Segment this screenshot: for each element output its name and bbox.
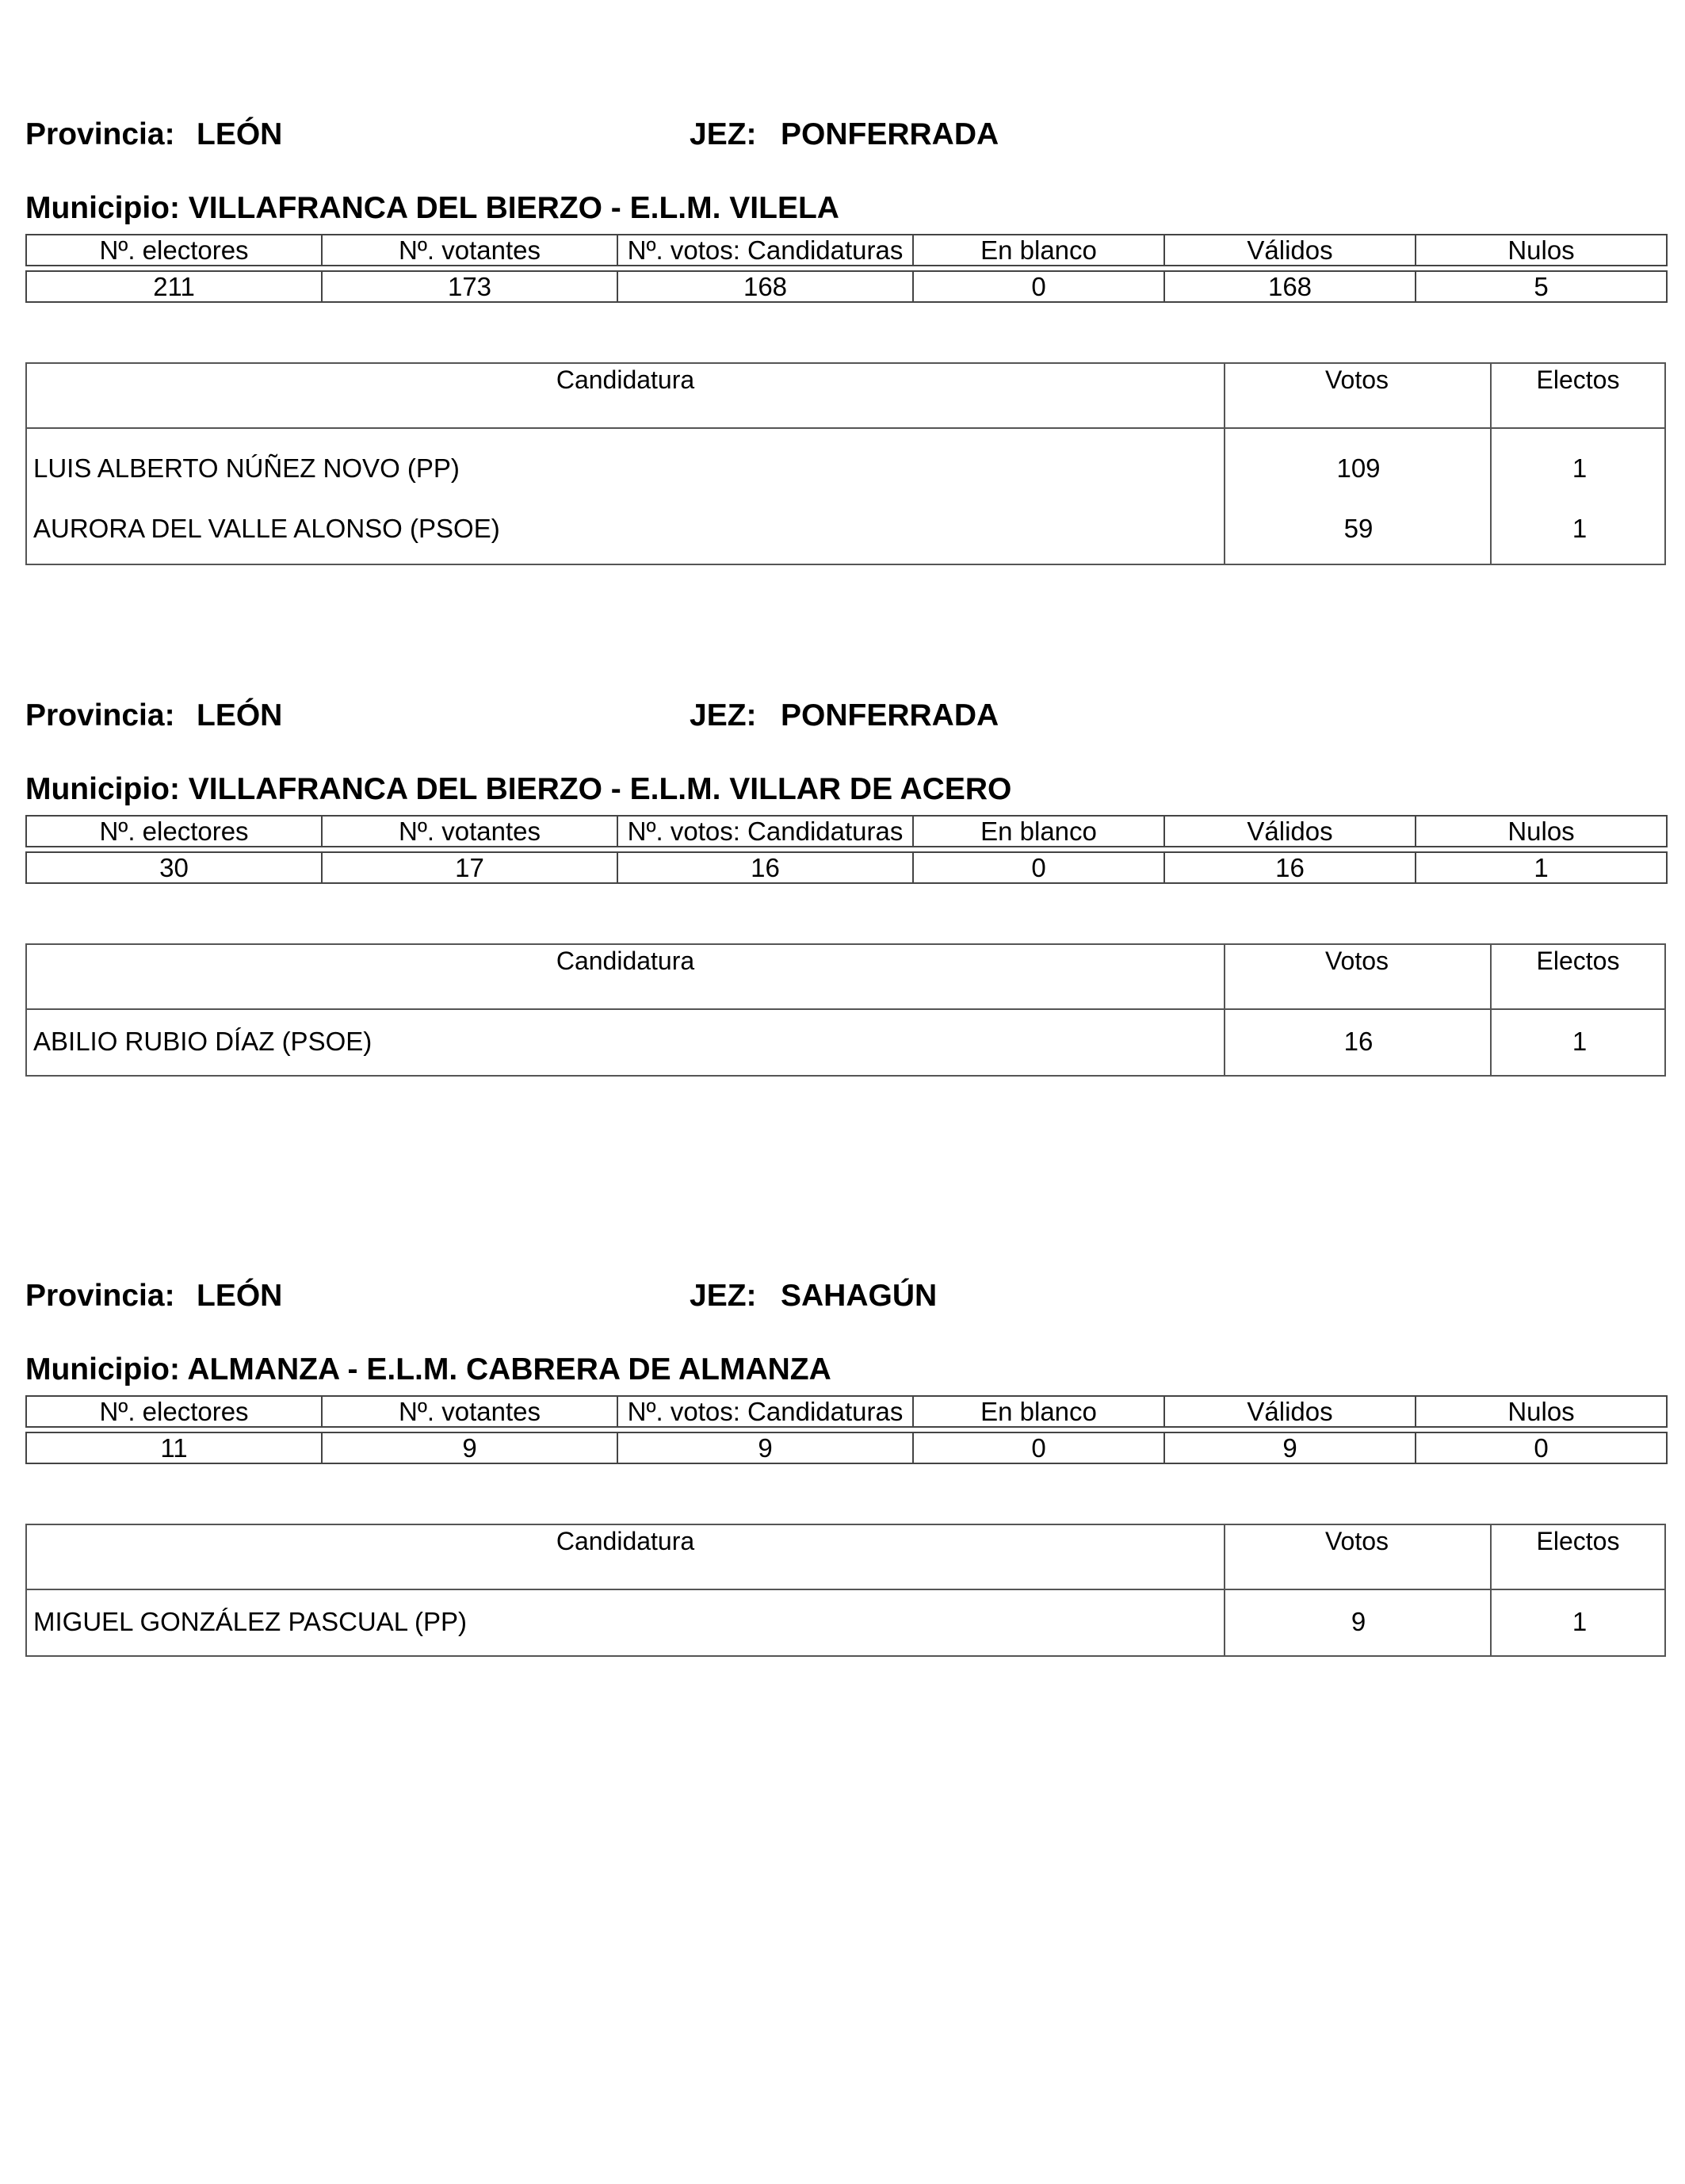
jez-value: PONFERRADA bbox=[781, 117, 999, 151]
provincia-value: LEÓN bbox=[197, 117, 283, 151]
stats-value-validos: 168 bbox=[1164, 271, 1416, 302]
stats-header-row bbox=[26, 235, 1667, 266]
stats-header-electores: Nº. electores bbox=[26, 816, 322, 847]
candidate-votos: 109 bbox=[1336, 453, 1381, 483]
candidates-table bbox=[25, 362, 1666, 565]
provincia-label: Provincia: bbox=[25, 1279, 175, 1313]
provincia-value: LEÓN bbox=[197, 698, 283, 732]
stats-value-validos: 9 bbox=[1164, 1432, 1416, 1463]
municipio-title: Municipio: VILLAFRANCA DEL BIERZO - E.L.M. VILLAR DE ACERO bbox=[25, 772, 1012, 806]
candidate-electos: 1 bbox=[1572, 453, 1588, 483]
provincia-label: Provincia: bbox=[25, 698, 175, 732]
stats-header-votos-candidaturas: Nº. votos: Candidaturas bbox=[617, 1396, 913, 1427]
candidates-header-row bbox=[27, 1525, 1664, 1590]
jez-label: JEZ: bbox=[690, 117, 757, 151]
stats-value-electores: 30 bbox=[26, 852, 322, 883]
stats-value-votantes: 9 bbox=[322, 1432, 617, 1463]
stats-header-electores: Nº. electores bbox=[26, 235, 322, 266]
stats-header-validos: Válidos bbox=[1164, 235, 1416, 266]
stats-header-votantes: Nº. votantes bbox=[322, 235, 617, 266]
stats-value-votantes: 17 bbox=[322, 852, 617, 883]
jez-value: PONFERRADA bbox=[781, 698, 999, 732]
stats-header-row bbox=[26, 816, 1667, 847]
candidates-table bbox=[25, 943, 1666, 1077]
stats-value-electores: 211 bbox=[26, 271, 322, 302]
stats-value-nulos: 0 bbox=[1416, 1432, 1667, 1463]
jez-value: SAHAGÚN bbox=[781, 1279, 938, 1313]
stats-table bbox=[25, 1395, 1668, 1464]
candidate-electos: 1 bbox=[1572, 1027, 1588, 1056]
stats-value-row bbox=[26, 852, 1667, 883]
jez-label: JEZ: bbox=[690, 1279, 757, 1313]
stats-value-en-blanco: 0 bbox=[913, 852, 1164, 883]
candidatura-header: Candidatura bbox=[556, 947, 695, 975]
electos-header: Electos bbox=[1536, 365, 1620, 394]
stats-value-row bbox=[26, 1432, 1667, 1463]
stats-header-votos-candidaturas: Nº. votos: Candidaturas bbox=[617, 235, 913, 266]
candidate-row bbox=[27, 429, 1664, 497]
stats-header-votantes: Nº. votantes bbox=[322, 1396, 617, 1427]
candidates-table bbox=[25, 1524, 1666, 1657]
candidate-row bbox=[27, 1010, 1664, 1075]
stats-header-en-blanco: En blanco bbox=[913, 816, 1164, 847]
municipio-title: Municipio: VILLAFRANCA DEL BIERZO - E.L.M. VILELA bbox=[25, 191, 839, 225]
provincia-value: LEÓN bbox=[197, 1279, 283, 1313]
stats-header-nulos: Nulos bbox=[1416, 235, 1667, 266]
candidate-votos: 9 bbox=[1351, 1607, 1366, 1636]
candidate-electos: 1 bbox=[1572, 1607, 1588, 1636]
stats-value-nulos: 5 bbox=[1416, 271, 1667, 302]
stats-value-votos-candidaturas: 16 bbox=[617, 852, 913, 883]
stats-header-validos: Válidos bbox=[1164, 1396, 1416, 1427]
stats-header-votantes: Nº. votantes bbox=[322, 816, 617, 847]
candidate-votos: 59 bbox=[1343, 514, 1374, 543]
candidate-votos: 16 bbox=[1343, 1027, 1374, 1056]
electos-header: Electos bbox=[1536, 1527, 1620, 1555]
candidates-header-row bbox=[27, 364, 1664, 429]
candidate-name: MIGUEL GONZÁLEZ PASCUAL (PP) bbox=[33, 1607, 468, 1636]
provincia-label: Provincia: bbox=[25, 117, 175, 151]
candidate-row bbox=[27, 1590, 1664, 1655]
stats-value-row bbox=[26, 271, 1667, 302]
votos-header: Votos bbox=[1324, 947, 1389, 975]
stats-value-votos-candidaturas: 9 bbox=[617, 1432, 913, 1463]
stats-header-votos-candidaturas: Nº. votos: Candidaturas bbox=[617, 816, 913, 847]
candidatura-header: Candidatura bbox=[556, 1527, 695, 1555]
votos-header: Votos bbox=[1324, 365, 1389, 394]
stats-header-validos: Válidos bbox=[1164, 816, 1416, 847]
candidate-name: LUIS ALBERTO NÚÑEZ NOVO (PP) bbox=[33, 453, 460, 483]
stats-value-votos-candidaturas: 168 bbox=[617, 271, 913, 302]
stats-header-en-blanco: En blanco bbox=[913, 1396, 1164, 1427]
stats-value-nulos: 1 bbox=[1416, 852, 1667, 883]
stats-header-en-blanco: En blanco bbox=[913, 235, 1164, 266]
stats-header-nulos: Nulos bbox=[1416, 1396, 1667, 1427]
candidatura-header: Candidatura bbox=[556, 365, 695, 394]
stats-table bbox=[25, 234, 1668, 303]
stats-value-en-blanco: 0 bbox=[913, 1432, 1164, 1463]
votos-header: Votos bbox=[1324, 1527, 1389, 1555]
stats-header-nulos: Nulos bbox=[1416, 816, 1667, 847]
stats-value-en-blanco: 0 bbox=[913, 271, 1164, 302]
candidate-name: ABILIO RUBIO DÍAZ (PSOE) bbox=[33, 1027, 373, 1056]
candidates-header-row bbox=[27, 945, 1664, 1010]
stats-value-validos: 16 bbox=[1164, 852, 1416, 883]
candidate-name: AURORA DEL VALLE ALONSO (PSOE) bbox=[33, 514, 500, 543]
municipio-title: Municipio: ALMANZA - E.L.M. CABRERA DE ALMANZA bbox=[25, 1352, 831, 1387]
stats-value-votantes: 173 bbox=[322, 271, 617, 302]
stats-value-electores: 11 bbox=[26, 1432, 322, 1463]
jez-label: JEZ: bbox=[690, 698, 757, 732]
candidate-row bbox=[27, 497, 1664, 564]
stats-table bbox=[25, 815, 1668, 884]
candidate-electos: 1 bbox=[1572, 514, 1588, 543]
stats-header-electores: Nº. electores bbox=[26, 1396, 322, 1427]
electos-header: Electos bbox=[1536, 947, 1620, 975]
stats-header-row bbox=[26, 1396, 1667, 1427]
